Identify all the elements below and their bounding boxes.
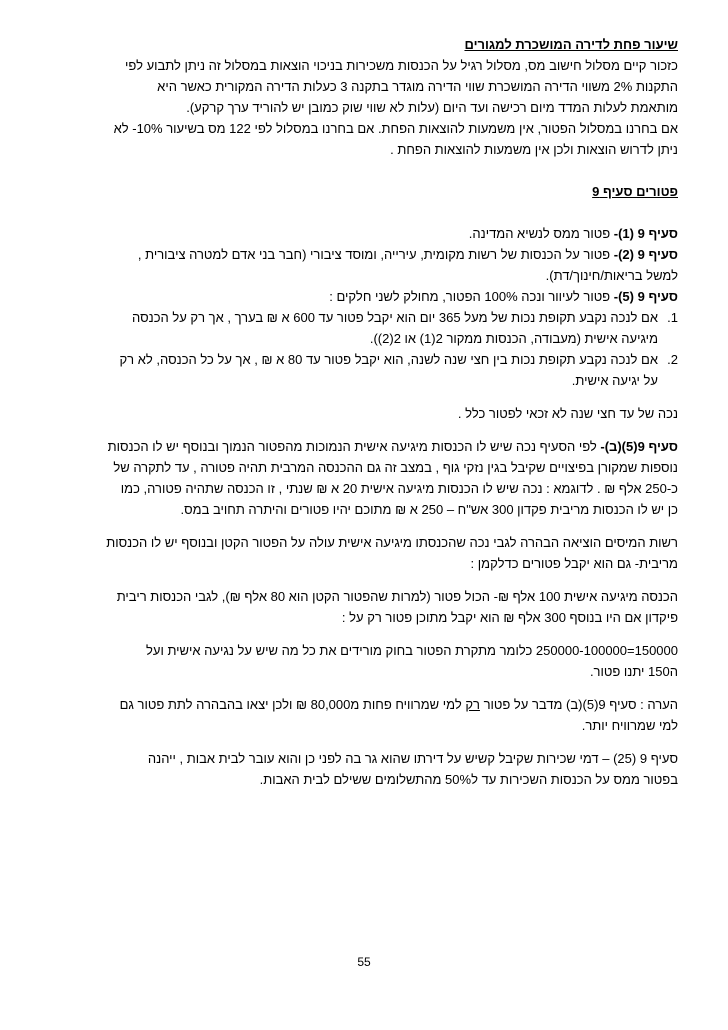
- paragraph-line: פיקדון אם היו בנוסף 300 אלף ₪ הוא יקבל מתוכן פטור רק על :: [341, 610, 678, 625]
- clause-text: לפי הסעיף נכה שיש לו הכנסות מיגיעה אישית הנמוכות מהפטור הנמוך ובנוסף יש לו הכנסות: [107, 439, 601, 454]
- section-heading-exemptions: פטורים סעיף 9: [592, 184, 678, 199]
- clause-text: פטור ממס לנשיא המדינה.: [468, 226, 614, 241]
- clause-text: פטור לעיוור ונכה 100% הפטור, מחולק לשני חלקים :: [329, 289, 614, 304]
- list-item-line: אם לנכה נקבע תקופת נכות בין חצי שנה לשנה, הוא יקבל פטור עד 80 א ₪ , אך על כל הכנסה, לא רק: [119, 352, 658, 367]
- note-line: [68, 694, 678, 715]
- list-item-line: אם לנכה נקבע תקופת נכות של מעל 365 יום הוא יקבל פטור עד 600 א ₪ בערך , אך רק על הכנסה: [132, 310, 658, 325]
- formula-line: 150000=250000-100000 כלומר מתקרת הפטור בחוק מורידים את כל מה שיש על נגיעה אישית ועל: [146, 643, 678, 658]
- paragraph-line: הכנסה מיגיעה אישית 100 אלף ₪- הכול פטור (למרות שהפטור הקטן הוא 80 אלף ₪), לגבי הכנסות ריבית: [116, 589, 678, 604]
- paragraph-line: סעיף 9 (25) – דמי שכירות שקיבל קשיש על דירתו שהוא גר בה לפני כן והוא עובר לבית אבות , ייהנה: [147, 751, 678, 766]
- clause-label: סעיף 9 (2)-: [613, 247, 678, 262]
- note-emphasis: רק: [465, 697, 480, 712]
- section-title: שיעור פחת לדירה המושכרת למגורים: [464, 37, 678, 52]
- clause-label: סעיף 9 (1)-: [613, 226, 678, 241]
- note-text: למי שמרוויח פחות מ80,000 ₪ ולכן יצאו בהבהרה לתת פטור גם: [119, 697, 466, 712]
- clause-9-5: [68, 286, 678, 307]
- document-body: [68, 34, 678, 790]
- paragraph-line: בפטור ממס על הכנסות השכירות עד ל50% מהתשלומים ששילם לבית האבות.: [259, 772, 678, 787]
- paragraph-line: נוספות שמקורן בפיצויים שקיבל בגין נזקי גוף , במצב זה גם ההכנסה המרבית תהיה פטורה , עד לתקרה של: [113, 460, 678, 475]
- list-number: 2.: [667, 352, 678, 367]
- clause-label: סעיף 9(5)(ב)-: [600, 439, 678, 454]
- note-text: הערה : סעיף 9(5)(ב) מדבר על פטור: [479, 697, 678, 712]
- list-item: [68, 349, 678, 391]
- paragraph-line: ה150 יתנו פטור.: [589, 664, 678, 679]
- paragraph-line: למשל בריאות/חינוך/דת).: [545, 268, 678, 283]
- paragraph-line: כן יש לו הכנסות מריבית פקדון 300 אש"ח – 250 א ₪ מתוכם יהיו פטורים והיתרה תחויב במס.: [180, 502, 678, 517]
- list-item-line: על יגיעה אישית.: [571, 373, 658, 388]
- page-number: 55: [357, 955, 371, 969]
- paragraph-line: התקנות 2% משווי הדירה המושכרת שווי הדירה מוגדר בתקנה 3 כעלות הדירה המקורית כאשר היא: [157, 79, 678, 94]
- list-number: 1.: [667, 310, 678, 325]
- list-item-line: מיגיעה אישית (מעבודה, הכנסות ממקור 2(1) או 2(2)).: [369, 331, 658, 346]
- clause-text: פטור על הכנסות של רשות מקומית, עירייה, ומוסד ציבורי (חבר בני אדם למטרה ציבורית ,: [137, 247, 614, 262]
- clause-9-2: [68, 244, 678, 265]
- clause-9-5-b: [68, 436, 678, 457]
- paragraph-line: אם בחרנו במסלול הפטור, אין משמעות להוצאות הפחת. אם בחרנו במסלול לפי 122 מס בשיעור 10%- לא: [113, 121, 678, 136]
- paragraph-line: למי שמרוויח יותר.: [581, 718, 678, 733]
- paragraph-line: נכה של עד חצי שנה לא זכאי לפטור כלל .: [457, 406, 678, 421]
- paragraph-line: כזכור קיים מסלול חישוב מס, מסלול רגיל על הכנסות משכירות בניכוי הוצאות במסלול זה ניתן לתבוע לפי: [125, 58, 678, 73]
- paragraph-line: כ-250 אלף ₪ . לדוגמא : נכה שיש לו הכנסות מיגיעה אישית 20 א ₪ שנתי , זו הכנסה שתהיה פטורה, כמו: [120, 481, 678, 496]
- paragraph-line: מותאמת לעלות המדד מיום רכישה ועד היום (עלות לא שווי שוק כמובן יש להוריד ערך קרקע).: [186, 100, 678, 115]
- paragraph-line: רשות המיסים הוציאה הבהרה לגבי נכה שהכנסתו מיגיעה אישית עולה על הפטור הקטן ובנוסף יש לו הכנסות: [106, 535, 678, 550]
- clause-label: סעיף 9 (5)-: [613, 289, 678, 304]
- paragraph-line: מריבית- גם הוא יקבל פטורים כדלקמן :: [470, 556, 678, 571]
- clause-9-1: [68, 223, 678, 244]
- paragraph-line: ניתן לדרוש הוצאות ולכן אין משמעות להוצאות הפחת .: [390, 142, 678, 157]
- list-item: [68, 307, 678, 349]
